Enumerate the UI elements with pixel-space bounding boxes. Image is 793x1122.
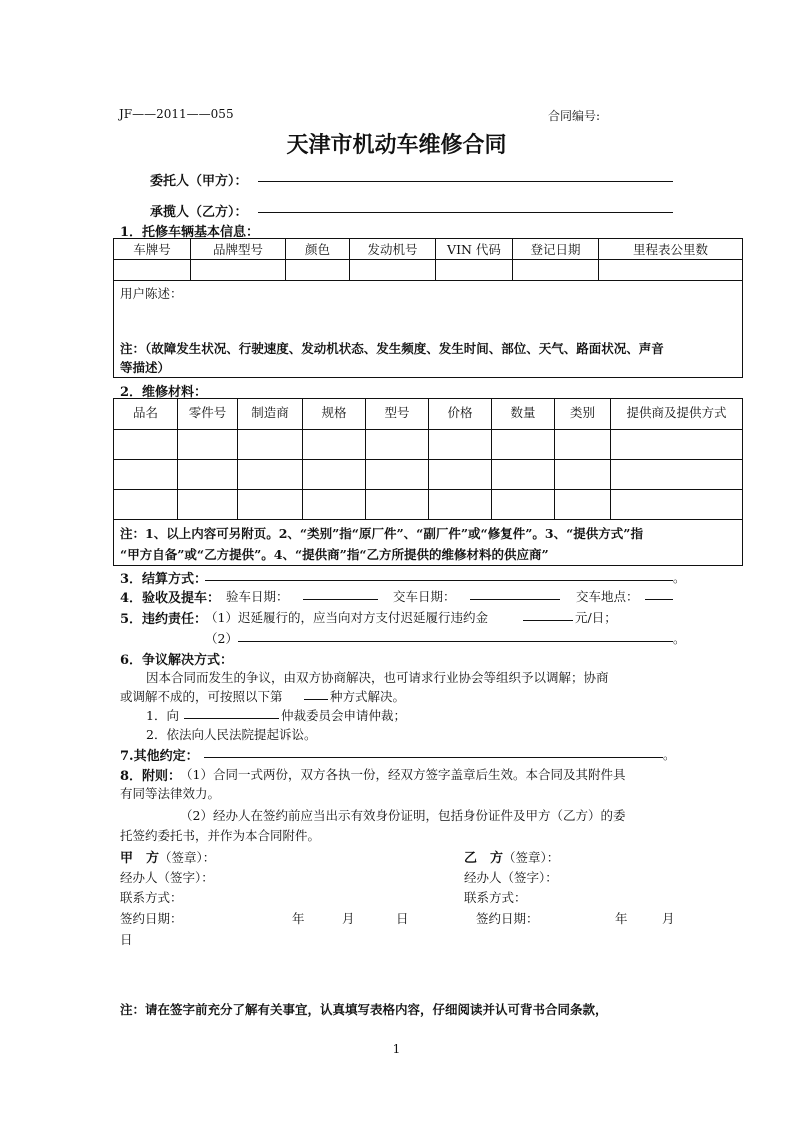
contract-number-label: 合同编号: <box>548 109 601 123</box>
party-b-year: 年 <box>615 911 628 926</box>
column-header: VIN 代码 <box>436 239 513 260</box>
table-cell[interactable] <box>429 430 492 460</box>
table-header-row <box>114 399 743 430</box>
column-header: 型号 <box>366 399 429 430</box>
party-b-month: 月 <box>662 911 675 926</box>
handover-date-field[interactable] <box>470 599 560 600</box>
party-b-label: 承揽人（乙方）： <box>150 205 248 220</box>
user-statement-box[interactable] <box>113 281 743 378</box>
section-6-heading: 6．争议解决方式： <box>120 653 234 668</box>
party-b-field[interactable] <box>258 212 673 213</box>
inspection-date-label: 验车日期： <box>226 589 289 604</box>
table-row <box>114 260 743 281</box>
party-a-sign-date-label: 签约日期： <box>120 911 183 926</box>
dispute-paragraph-end: 种方式解决。 <box>330 689 406 704</box>
period: 。 <box>663 747 676 762</box>
page-title: 天津市机动车维修合同 <box>286 133 507 158</box>
table-cell[interactable] <box>599 260 743 281</box>
party-b-agent[interactable]: 经办人（签字）： <box>464 870 558 885</box>
handover-date-label: 交车日期： <box>393 589 456 604</box>
table-cell[interactable] <box>191 260 286 281</box>
period: 。 <box>673 570 686 585</box>
column-header: 登记日期 <box>513 239 599 260</box>
party-a-year: 年 <box>292 911 305 926</box>
section-7-heading: 7.其他约定： <box>120 749 199 764</box>
party-a-field[interactable] <box>258 181 673 182</box>
column-header: 里程表公里数 <box>599 239 743 260</box>
party-a-signature[interactable] <box>120 847 215 866</box>
section-4-heading: 4．验收及提车： <box>120 591 221 606</box>
table-header-row <box>114 239 743 260</box>
handover-place-field[interactable] <box>645 599 673 600</box>
vehicle-info-table <box>113 238 743 281</box>
column-header: 提供商及提供方式 <box>611 399 743 430</box>
table-cell[interactable] <box>238 460 303 490</box>
table-cell[interactable] <box>238 430 303 460</box>
table-cell[interactable] <box>436 260 513 281</box>
penalty-clause-1: （1）迟延履行的，应当向对方支付迟延履行违约金 <box>205 610 488 625</box>
table-cell[interactable] <box>366 460 429 490</box>
table-cell[interactable] <box>492 490 555 520</box>
fault-description-note-cont: 等描述） <box>120 360 171 375</box>
table-cell[interactable] <box>303 460 366 490</box>
party-a-sign-label: 甲 方 <box>120 851 160 866</box>
party-b-signature[interactable] <box>464 847 559 866</box>
column-header: 数量 <box>492 399 555 430</box>
table-cell[interactable] <box>611 460 743 490</box>
materials-note: 注：1、以上内容可另附页。2、“类别”指“原厂件”、“副厂件”或“修复件”。3、“提供方式”指 <box>120 526 643 541</box>
column-header: 颜色 <box>286 239 350 260</box>
arbitration-committee-field[interactable] <box>184 718 279 719</box>
inspection-date-field[interactable] <box>303 599 378 600</box>
settlement-field[interactable] <box>205 580 673 581</box>
column-header: 品牌型号 <box>191 239 286 260</box>
table-cell[interactable] <box>350 260 436 281</box>
option-litigation: 2．依法向人民法院提起诉讼。 <box>146 727 317 742</box>
table-cell[interactable] <box>513 260 599 281</box>
table-cell[interactable] <box>555 460 611 490</box>
user-statement-label: 用户陈述： <box>120 286 183 301</box>
document-code: JF——2011——055 <box>119 107 234 121</box>
table-cell[interactable] <box>611 430 743 460</box>
column-header: 品名 <box>114 399 178 430</box>
penalty-clause-2-field[interactable] <box>238 641 673 642</box>
option-arbitration-end: 仲裁委员会申请仲裁； <box>281 708 407 723</box>
appendix-clause-2: （2）经办人在签约前应当出示有效身份证明，包括身份证件及甲方（乙方）的委 <box>180 808 626 823</box>
other-agreements-field[interactable] <box>204 757 663 758</box>
party-a-month: 月 <box>342 911 355 926</box>
fault-description-note: 注：（故障发生状况、行驶速度、发动机状态、发生频度、发生时间、部位、天气、路面状况、声音 <box>120 341 664 356</box>
table-cell[interactable] <box>555 430 611 460</box>
table-cell[interactable] <box>114 260 191 281</box>
penalty-clause-2: （2） <box>205 631 238 646</box>
penalty-unit: 元/日； <box>575 610 617 625</box>
section-8-heading: 8．附则： <box>120 769 182 784</box>
page-number: 1 <box>392 1042 401 1056</box>
seal-label: （签章）： <box>503 850 560 865</box>
table-row <box>114 430 743 460</box>
column-header: 规格 <box>303 399 366 430</box>
section-2-heading: 2．维修材料： <box>120 385 208 400</box>
column-header: 制造商 <box>238 399 303 430</box>
table-cell[interactable] <box>611 490 743 520</box>
table-cell[interactable] <box>238 490 303 520</box>
table-cell[interactable] <box>429 460 492 490</box>
table-cell[interactable] <box>178 430 238 460</box>
table-cell[interactable] <box>492 430 555 460</box>
table-cell[interactable] <box>114 490 178 520</box>
column-header: 发动机号 <box>350 239 436 260</box>
party-b-day: 日 <box>120 932 133 947</box>
column-header: 类别 <box>555 399 611 430</box>
table-cell[interactable] <box>366 430 429 460</box>
party-b-sign-label: 乙 方 <box>464 851 504 866</box>
party-a-label: 委托人（甲方）： <box>150 174 248 189</box>
appendix-clause-1-cont: 有同等法律效力。 <box>120 786 221 801</box>
table-cell[interactable] <box>286 260 350 281</box>
footer-note: 注：请在签字前充分了解有关事宜，认真填写表格内容，仔细阅读并认可背书合同条款， <box>120 1002 608 1017</box>
table-cell[interactable] <box>555 490 611 520</box>
section-1-heading: 1．托修车辆基本信息： <box>120 225 260 240</box>
party-b-contact[interactable]: 联系方式： <box>464 890 527 905</box>
table-cell[interactable] <box>114 430 178 460</box>
party-a-contact[interactable]: 联系方式： <box>120 890 183 905</box>
party-a-day: 日 <box>396 911 409 926</box>
dispute-paragraph-cont: 或调解不成的，可按照以下第 <box>120 689 283 704</box>
table-cell[interactable] <box>303 490 366 520</box>
dispute-paragraph: 因本合同而发生的争议，由双方协商解决，也可请求行业协会等组织予以调解；协商 <box>146 670 609 685</box>
column-header: 价格 <box>429 399 492 430</box>
appendix-clause-2-cont: 托签约委托书，并作为本合同附件。 <box>120 828 321 843</box>
appendix-clause-1: （1）合同一式两份，双方各执一份，经双方签字盖章后生效。本合同及其附件具 <box>180 767 626 782</box>
dispute-method-field[interactable] <box>304 699 328 700</box>
table-cell[interactable] <box>492 460 555 490</box>
materials-table <box>113 398 743 520</box>
column-header: 车牌号 <box>114 239 191 260</box>
table-row <box>114 460 743 490</box>
section-3-heading: 3．结算方式： <box>120 572 208 587</box>
section-5-heading: 5．违约责任： <box>120 612 208 627</box>
table-cell[interactable] <box>303 430 366 460</box>
party-a-agent[interactable]: 经办人（签字）： <box>120 870 214 885</box>
option-arbitration: 1．向 <box>146 708 179 723</box>
table-row <box>114 490 743 520</box>
materials-note-cont: “甲方自备”或“乙方提供”。4、“提供商”指“乙方所提供的维修材料的供应商” <box>120 547 549 562</box>
table-cell[interactable] <box>178 460 238 490</box>
party-b-sign-date-label: 签约日期： <box>476 911 539 926</box>
seal-label: （签章）： <box>159 850 216 865</box>
handover-place-label: 交车地点： <box>576 589 639 604</box>
penalty-amount-field[interactable] <box>523 620 573 621</box>
table-cell[interactable] <box>366 490 429 520</box>
period: 。 <box>673 631 686 646</box>
column-header: 零件号 <box>178 399 238 430</box>
table-cell[interactable] <box>178 490 238 520</box>
table-cell[interactable] <box>429 490 492 520</box>
table-cell[interactable] <box>114 460 178 490</box>
